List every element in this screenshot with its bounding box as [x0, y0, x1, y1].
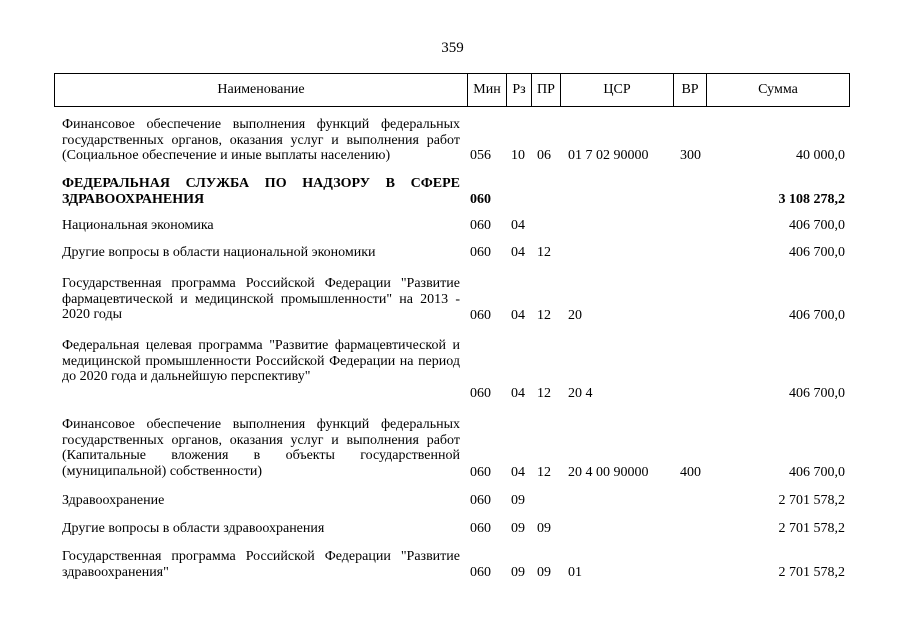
row-sum: 406 700,0 [789, 308, 845, 323]
row-rz: 04 [511, 386, 525, 401]
row-sum: 2 701 578,2 [778, 493, 845, 508]
row-csr: 20 4 [568, 386, 593, 401]
header-vr: ВР [681, 82, 699, 97]
row-vr: 300 [680, 148, 701, 163]
row-min: 060 [470, 218, 491, 233]
row-min: 060 [470, 493, 491, 508]
row-sum: 406 700,0 [789, 218, 845, 233]
table-header [54, 73, 850, 107]
row-name: Здравоохранение [62, 493, 165, 508]
row-csr: 20 [568, 308, 582, 323]
row-pr: 12 [537, 308, 551, 323]
row-rz: 04 [511, 465, 525, 480]
row-min: 060 [470, 521, 491, 536]
row-sum: 40 000,0 [796, 148, 845, 163]
header-csr: ЦСР [603, 82, 631, 97]
row-min: 060 [470, 386, 491, 401]
row-pr: 12 [537, 465, 551, 480]
row-name: Другие вопросы в области национальной экономики [62, 245, 376, 260]
row-sum: 2 701 578,2 [778, 521, 845, 536]
row-pr: 09 [537, 521, 551, 536]
row-vr: 400 [680, 465, 701, 480]
header-rz: Рз [512, 82, 526, 97]
header-sum: Сумма [758, 82, 798, 97]
row-rz: 04 [511, 308, 525, 323]
row-rz: 04 [511, 218, 525, 233]
row-sum: 3 108 278,2 [778, 192, 845, 207]
row-rz: 04 [511, 245, 525, 260]
row-rz: 09 [511, 565, 525, 580]
row-min: 056 [470, 148, 491, 163]
header-name: Наименование [217, 82, 305, 97]
row-name: Федеральная целевая программа "Развитие фармацевтической и медицинской промышленности Российской Федерации на период до 2020 года и дальнейшую перспективу" [62, 338, 460, 385]
row-pr: 09 [537, 565, 551, 580]
row-sum: 406 700,0 [789, 465, 845, 480]
header-min: Мин [473, 82, 501, 97]
row-min: 060 [470, 245, 491, 260]
row-min: 060 [470, 308, 491, 323]
row-csr: 01 [568, 565, 582, 580]
row-sum: 406 700,0 [789, 245, 845, 260]
row-pr: 12 [537, 245, 551, 260]
row-rz: 09 [511, 521, 525, 536]
row-min: 060 [470, 192, 491, 207]
row-pr: 12 [537, 386, 551, 401]
row-name: Государственная программа Российской Федерации "Развитие фармацевтической и медицинской промышленности" на 2013 - 2020 годы [62, 276, 460, 323]
row-rz: 10 [511, 148, 525, 163]
row-min: 060 [470, 565, 491, 580]
row-csr: 01 7 02 90000 [568, 148, 649, 163]
row-name: ФЕДЕРАЛЬНАЯ СЛУЖБА ПО НАДЗОРУ В СФЕРЕ ЗДРАВООХРАНЕНИЯ [62, 176, 460, 207]
row-name: Финансовое обеспечение выполнения функций федеральных государственных органов, оказания услуг и выполнения работ (Капитальные вложения в объекты государственной (муниципальной) собственности) [62, 417, 460, 479]
header-pr: ПР [537, 82, 555, 97]
row-csr: 20 4 00 90000 [568, 465, 649, 480]
row-name: Финансовое обеспечение выполнения функций федеральных государственных органов, оказания услуг и выполнения работ (Социальное обеспечение и иные выплаты населению) [62, 117, 460, 164]
row-pr: 06 [537, 148, 551, 163]
row-name: Другие вопросы в области здравоохранения [62, 521, 325, 536]
row-rz: 09 [511, 493, 525, 508]
row-sum: 406 700,0 [789, 386, 845, 401]
row-min: 060 [470, 465, 491, 480]
row-name: Национальная экономика [62, 218, 214, 233]
page-number: 359 [441, 40, 464, 56]
row-name: Государственная программа Российской Федерации "Развитие здравоохранения" [62, 549, 460, 580]
row-sum: 2 701 578,2 [778, 565, 845, 580]
